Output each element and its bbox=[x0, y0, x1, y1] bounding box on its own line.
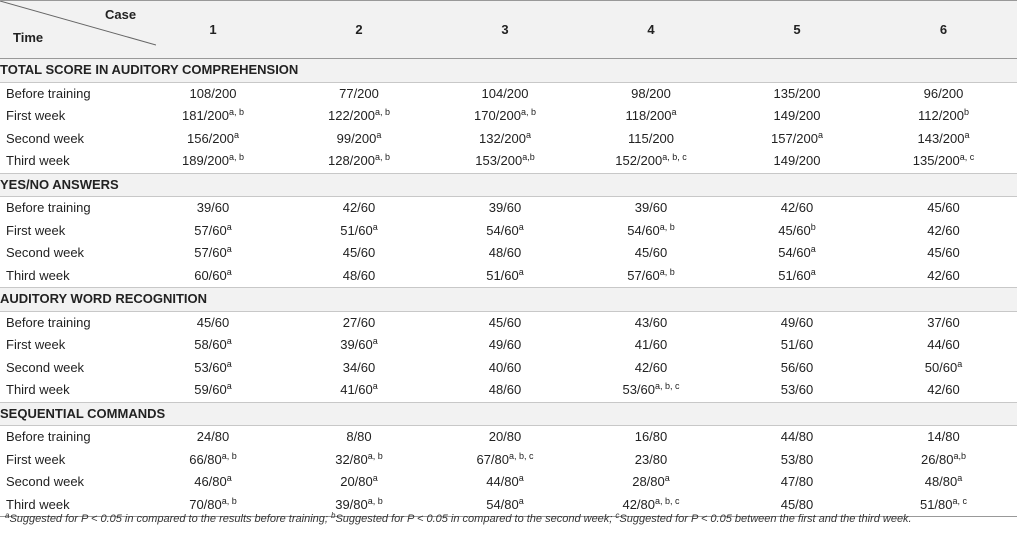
footnote-marker: a bbox=[5, 511, 10, 520]
score-cell bbox=[578, 197, 724, 220]
footnote-text: Suggested for P < 0.05 in compared to the second week; bbox=[335, 513, 616, 525]
significance-marker: a bbox=[372, 336, 378, 346]
score-cell bbox=[724, 105, 870, 128]
score-cell bbox=[286, 311, 432, 334]
score-value: 54/60 bbox=[627, 222, 660, 238]
score-value: 8/80 bbox=[346, 429, 372, 444]
table-row bbox=[0, 105, 1017, 128]
significance-marker: a bbox=[817, 129, 823, 140]
significance-marker: a bbox=[518, 221, 524, 232]
significance-marker: a bbox=[518, 473, 524, 483]
significance-marker: a, c bbox=[959, 152, 975, 162]
row-label: Before training bbox=[6, 85, 91, 101]
table-row bbox=[0, 220, 1017, 243]
score-value: 48/60 bbox=[342, 267, 376, 283]
score-value: 48/60 bbox=[488, 382, 522, 397]
row-label: Third week bbox=[6, 382, 70, 397]
score-cell bbox=[140, 426, 286, 449]
score-value: 53/80 bbox=[780, 451, 814, 467]
score-cell bbox=[870, 82, 1017, 105]
significance-marker: a bbox=[226, 473, 232, 483]
table-row bbox=[0, 426, 1017, 449]
score-value: 41/60 bbox=[634, 337, 668, 352]
score-cell bbox=[724, 265, 870, 288]
score-cell bbox=[286, 197, 432, 220]
score-cell bbox=[578, 265, 724, 288]
score-cell bbox=[432, 150, 578, 173]
row-label: Third week bbox=[6, 267, 70, 283]
significance-marker: a, b bbox=[659, 266, 675, 277]
significance-marker: b bbox=[810, 221, 816, 232]
footnote-text: Suggested for P < 0.05 between the first and the third week. bbox=[619, 513, 912, 525]
significance-marker: a, b bbox=[367, 450, 383, 461]
score-value: 50/60 bbox=[924, 359, 958, 375]
score-cell bbox=[432, 311, 578, 334]
significance-marker: a,b bbox=[953, 450, 967, 461]
score-value: 59/60 bbox=[194, 382, 227, 397]
significance-marker: a, b bbox=[228, 107, 244, 117]
score-cell bbox=[286, 449, 432, 472]
case-header-6: 6 bbox=[870, 1, 1017, 59]
row-label: Before training bbox=[6, 314, 91, 330]
significance-marker: a, b bbox=[367, 495, 383, 506]
score-cell bbox=[432, 197, 578, 220]
significance-marker: a, b, c bbox=[662, 152, 687, 162]
score-value: 27/60 bbox=[342, 314, 376, 330]
score-value: 24/80 bbox=[196, 429, 230, 444]
significance-marker: a bbox=[964, 129, 970, 140]
table-row bbox=[0, 311, 1017, 334]
score-cell bbox=[724, 426, 870, 449]
score-cell bbox=[140, 82, 286, 105]
score-value: 53/60 bbox=[622, 382, 656, 397]
time-label: Time bbox=[13, 30, 44, 45]
score-value: 51/60 bbox=[778, 267, 811, 283]
significance-marker: a bbox=[810, 244, 816, 254]
score-cell bbox=[140, 334, 286, 357]
score-value: 51/60 bbox=[780, 337, 814, 352]
score-cell bbox=[140, 449, 286, 472]
case-header-3: 3 bbox=[432, 1, 578, 59]
score-value: 34/60 bbox=[342, 359, 376, 375]
score-value: 108/200 bbox=[189, 85, 237, 101]
significance-marker: a, b, c bbox=[655, 381, 680, 391]
score-value: 156/200 bbox=[186, 130, 234, 146]
score-value: 54/60 bbox=[486, 222, 519, 238]
score-cell bbox=[724, 82, 870, 105]
significance-marker: a bbox=[810, 266, 816, 277]
score-cell bbox=[578, 471, 724, 494]
score-value: 51/80 bbox=[919, 496, 953, 512]
score-cell bbox=[140, 379, 286, 402]
score-value: 14/80 bbox=[927, 429, 960, 444]
significance-marker: a bbox=[376, 129, 382, 140]
significance-marker: a bbox=[957, 358, 963, 369]
score-value: 57/60 bbox=[627, 267, 660, 283]
score-cell bbox=[286, 128, 432, 151]
score-value: 46/80 bbox=[194, 474, 227, 489]
table-row bbox=[0, 82, 1017, 105]
footnote bbox=[5, 512, 1012, 527]
score-value: 48/80 bbox=[924, 474, 958, 489]
score-cell bbox=[578, 128, 724, 151]
score-cell bbox=[724, 311, 870, 334]
row-label: First week bbox=[6, 337, 66, 352]
score-cell bbox=[724, 471, 870, 494]
score-value: 39/60 bbox=[634, 200, 668, 215]
score-cell bbox=[140, 311, 286, 334]
score-value: 57/60 bbox=[194, 222, 227, 238]
score-value: 157/200 bbox=[770, 130, 818, 146]
score-value: 44/60 bbox=[927, 337, 960, 352]
score-value: 149/200 bbox=[773, 108, 821, 123]
case-header-1: 1 bbox=[140, 1, 286, 59]
score-value: 181/200 bbox=[181, 108, 229, 123]
score-value: 122/200 bbox=[327, 108, 375, 123]
significance-marker: a, b bbox=[374, 107, 390, 117]
score-value: 96/200 bbox=[923, 85, 964, 101]
score-value: 77/200 bbox=[339, 85, 379, 101]
score-cell bbox=[870, 242, 1017, 265]
score-cell bbox=[870, 471, 1017, 494]
table-row bbox=[0, 265, 1017, 288]
score-cell bbox=[432, 471, 578, 494]
score-cell bbox=[870, 379, 1017, 402]
score-value: 45/80 bbox=[780, 496, 814, 512]
score-value: 98/200 bbox=[631, 85, 671, 101]
score-cell bbox=[286, 334, 432, 357]
score-cell bbox=[140, 105, 286, 128]
score-cell bbox=[432, 357, 578, 380]
score-value: 56/60 bbox=[780, 359, 814, 375]
score-cell bbox=[870, 105, 1017, 128]
score-cell bbox=[140, 265, 286, 288]
score-cell bbox=[724, 334, 870, 357]
score-value: 41/60 bbox=[340, 382, 373, 397]
score-cell bbox=[578, 426, 724, 449]
score-cell bbox=[140, 357, 286, 380]
score-cell bbox=[432, 265, 578, 288]
score-cell bbox=[286, 242, 432, 265]
case-label: Case bbox=[105, 7, 137, 22]
score-value: 54/60 bbox=[778, 245, 811, 260]
significance-marker: a bbox=[226, 336, 232, 346]
table-row bbox=[0, 242, 1017, 265]
score-cell bbox=[286, 82, 432, 105]
score-value: 49/60 bbox=[488, 337, 522, 352]
significance-marker: a bbox=[226, 381, 232, 391]
score-cell bbox=[578, 311, 724, 334]
row-label: Third week bbox=[6, 153, 70, 168]
score-value: 152/200 bbox=[615, 153, 663, 168]
score-cell bbox=[870, 426, 1017, 449]
score-value: 42/60 bbox=[780, 200, 814, 215]
score-cell bbox=[870, 357, 1017, 380]
score-value: 70/80 bbox=[189, 496, 222, 512]
score-cell bbox=[870, 197, 1017, 220]
significance-marker: a, b bbox=[228, 152, 244, 162]
case-header-5: 5 bbox=[724, 1, 870, 59]
table-row bbox=[0, 197, 1017, 220]
score-value: 28/80 bbox=[632, 474, 665, 489]
score-cell bbox=[286, 265, 432, 288]
row-label: Before training bbox=[6, 200, 91, 215]
score-cell bbox=[724, 150, 870, 173]
score-cell bbox=[432, 426, 578, 449]
section-header-row bbox=[0, 402, 1017, 426]
score-cell bbox=[286, 357, 432, 380]
score-cell bbox=[870, 334, 1017, 357]
corner-cell bbox=[0, 1, 140, 59]
score-value: 37/60 bbox=[927, 314, 960, 330]
score-value: 57/60 bbox=[194, 245, 227, 260]
row-label: First week bbox=[6, 108, 66, 123]
score-cell bbox=[432, 242, 578, 265]
significance-marker: a, c bbox=[952, 495, 968, 506]
significance-marker: a bbox=[226, 358, 232, 369]
score-value: 42/60 bbox=[927, 267, 960, 283]
score-value: 66/80 bbox=[189, 451, 222, 467]
table-row bbox=[0, 471, 1017, 494]
score-value: 39/60 bbox=[488, 200, 522, 215]
score-value: 23/80 bbox=[634, 451, 668, 467]
score-cell bbox=[286, 105, 432, 128]
significance-marker: a bbox=[233, 129, 239, 140]
score-value: 135/200 bbox=[773, 85, 821, 101]
significance-marker: a bbox=[518, 495, 524, 506]
score-value: 48/60 bbox=[488, 245, 522, 260]
significance-marker: a, b bbox=[374, 152, 390, 162]
score-cell bbox=[140, 128, 286, 151]
score-cell bbox=[286, 220, 432, 243]
score-cell bbox=[870, 265, 1017, 288]
score-cell bbox=[432, 220, 578, 243]
significance-marker: a bbox=[226, 221, 232, 232]
score-value: 16/80 bbox=[634, 429, 668, 444]
table-row bbox=[0, 449, 1017, 472]
score-cell bbox=[432, 82, 578, 105]
score-value: 149/200 bbox=[773, 153, 821, 168]
score-value: 112/200 bbox=[917, 108, 964, 123]
score-cell bbox=[870, 311, 1017, 334]
score-value: 45/60 bbox=[196, 314, 230, 330]
score-value: 45/60 bbox=[342, 245, 376, 260]
significance-marker: b bbox=[964, 107, 970, 117]
score-value: 60/60 bbox=[194, 267, 227, 283]
row-label: Second week bbox=[6, 245, 85, 260]
score-value: 45/60 bbox=[488, 314, 522, 330]
score-cell bbox=[578, 379, 724, 402]
score-cell bbox=[578, 220, 724, 243]
significance-marker: a, b, c bbox=[509, 450, 534, 461]
score-value: 99/200 bbox=[336, 130, 377, 146]
score-cell bbox=[578, 150, 724, 173]
case-header-2: 2 bbox=[286, 1, 432, 59]
score-cell bbox=[578, 449, 724, 472]
score-cell bbox=[286, 379, 432, 402]
score-cell bbox=[432, 379, 578, 402]
row-label: Third week bbox=[0, 494, 140, 517]
score-value: 32/80 bbox=[335, 451, 368, 467]
score-value: 42/60 bbox=[927, 222, 960, 238]
score-cell bbox=[870, 128, 1017, 151]
score-value: 39/60 bbox=[196, 200, 230, 215]
significance-marker: a, b bbox=[221, 450, 237, 461]
score-value: 49/60 bbox=[780, 314, 814, 330]
section-header-row bbox=[0, 59, 1017, 83]
score-cell bbox=[140, 197, 286, 220]
score-cell bbox=[724, 242, 870, 265]
significance-marker: a bbox=[664, 473, 670, 483]
significance-marker: a bbox=[518, 266, 524, 277]
score-value: 42/60 bbox=[927, 382, 960, 397]
score-cell bbox=[432, 334, 578, 357]
score-value: 44/80 bbox=[780, 429, 814, 444]
score-value: 143/200 bbox=[917, 130, 965, 146]
score-cell bbox=[724, 128, 870, 151]
score-cell bbox=[724, 197, 870, 220]
case-header-4: 4 bbox=[578, 1, 724, 59]
row-label: Second week bbox=[6, 130, 85, 146]
score-value: 20/80 bbox=[340, 474, 373, 489]
row-label: First week bbox=[6, 451, 66, 467]
table-row bbox=[0, 128, 1017, 151]
score-cell bbox=[578, 82, 724, 105]
score-value: 45/60 bbox=[927, 245, 960, 260]
score-cell bbox=[140, 150, 286, 173]
score-value: 26/80 bbox=[920, 451, 954, 467]
significance-marker: a bbox=[372, 381, 378, 391]
table-row bbox=[0, 150, 1017, 173]
score-value: 42/60 bbox=[342, 200, 376, 215]
significance-marker: a, b bbox=[659, 221, 675, 232]
score-value: 135/200 bbox=[912, 153, 960, 168]
section-title: YES/NO ANSWERS bbox=[0, 173, 1017, 197]
score-value: 170/200 bbox=[473, 108, 521, 123]
table-row bbox=[0, 379, 1017, 402]
score-value: 118/200 bbox=[625, 108, 672, 123]
significance-marker: a bbox=[525, 129, 531, 140]
footnote-text: Suggested for P < 0.05 in compared to the results before training; bbox=[9, 513, 331, 525]
row-label: Second week bbox=[6, 474, 85, 489]
score-value: 43/60 bbox=[634, 314, 668, 330]
score-cell bbox=[870, 150, 1017, 173]
row-label: Second week bbox=[6, 359, 85, 375]
score-cell bbox=[724, 220, 870, 243]
score-value: 115/200 bbox=[627, 130, 675, 146]
score-value: 128/200 bbox=[327, 153, 375, 168]
score-value: 39/80 bbox=[335, 496, 368, 512]
score-value: 189/200 bbox=[181, 153, 229, 168]
score-value: 53/60 bbox=[194, 359, 227, 375]
score-cell bbox=[140, 242, 286, 265]
score-cell bbox=[578, 105, 724, 128]
score-cell bbox=[286, 150, 432, 173]
score-value: 45/60 bbox=[927, 200, 960, 215]
score-value: 47/80 bbox=[780, 474, 814, 489]
significance-marker: a, b bbox=[221, 495, 237, 506]
score-cell bbox=[724, 357, 870, 380]
row-label: Before training bbox=[6, 429, 91, 444]
score-value: 45/60 bbox=[778, 222, 811, 238]
score-cell bbox=[724, 449, 870, 472]
score-value: 58/60 bbox=[194, 337, 227, 352]
score-cell bbox=[432, 105, 578, 128]
score-value: 20/80 bbox=[488, 429, 522, 444]
score-value: 67/80 bbox=[476, 451, 510, 467]
score-cell bbox=[870, 449, 1017, 472]
score-cell bbox=[140, 220, 286, 243]
significance-marker: a bbox=[671, 107, 677, 117]
score-cell bbox=[432, 128, 578, 151]
table-row bbox=[0, 357, 1017, 380]
significance-marker: a, b bbox=[520, 107, 536, 117]
header-row bbox=[0, 1, 1017, 59]
score-cell bbox=[286, 426, 432, 449]
score-value: 51/60 bbox=[486, 267, 519, 283]
score-cell bbox=[432, 449, 578, 472]
score-value: 132/200 bbox=[478, 130, 526, 146]
score-value: 104/200 bbox=[481, 85, 529, 101]
score-cell bbox=[870, 220, 1017, 243]
score-value: 42/80 bbox=[622, 496, 656, 512]
significance-marker: a bbox=[957, 473, 963, 483]
score-value: 45/60 bbox=[634, 245, 668, 260]
significance-marker: a bbox=[372, 221, 378, 232]
score-value: 153/200 bbox=[475, 153, 523, 168]
significance-marker: a bbox=[226, 266, 232, 277]
section-title: TOTAL SCORE IN AUDITORY COMPREHENSION bbox=[0, 59, 1017, 83]
score-value: 44/80 bbox=[486, 474, 519, 489]
footnote-marker: c bbox=[615, 511, 620, 520]
section-header-row bbox=[0, 173, 1017, 197]
significance-marker: a, b, c bbox=[655, 495, 680, 506]
significance-marker: a bbox=[372, 473, 378, 483]
footnote-marker: b bbox=[331, 511, 336, 520]
score-value: 53/60 bbox=[780, 382, 814, 397]
score-value: 51/60 bbox=[340, 222, 373, 238]
significance-marker: a,b bbox=[522, 152, 535, 162]
section-title: AUDITORY WORD RECOGNITION bbox=[0, 288, 1017, 312]
score-value: 39/60 bbox=[340, 337, 373, 352]
score-cell bbox=[578, 242, 724, 265]
score-cell bbox=[724, 379, 870, 402]
row-label: First week bbox=[6, 222, 66, 238]
section-header-row bbox=[0, 288, 1017, 312]
score-cell bbox=[140, 471, 286, 494]
score-cell bbox=[578, 334, 724, 357]
score-value: 42/60 bbox=[634, 359, 668, 375]
table-row bbox=[0, 334, 1017, 357]
score-value: 40/60 bbox=[488, 359, 522, 375]
section-title: SEQUENTIAL COMMANDS bbox=[0, 402, 1017, 426]
score-cell bbox=[578, 357, 724, 380]
score-value: 54/80 bbox=[486, 496, 519, 512]
significance-marker: a bbox=[226, 244, 232, 254]
score-cell bbox=[286, 471, 432, 494]
